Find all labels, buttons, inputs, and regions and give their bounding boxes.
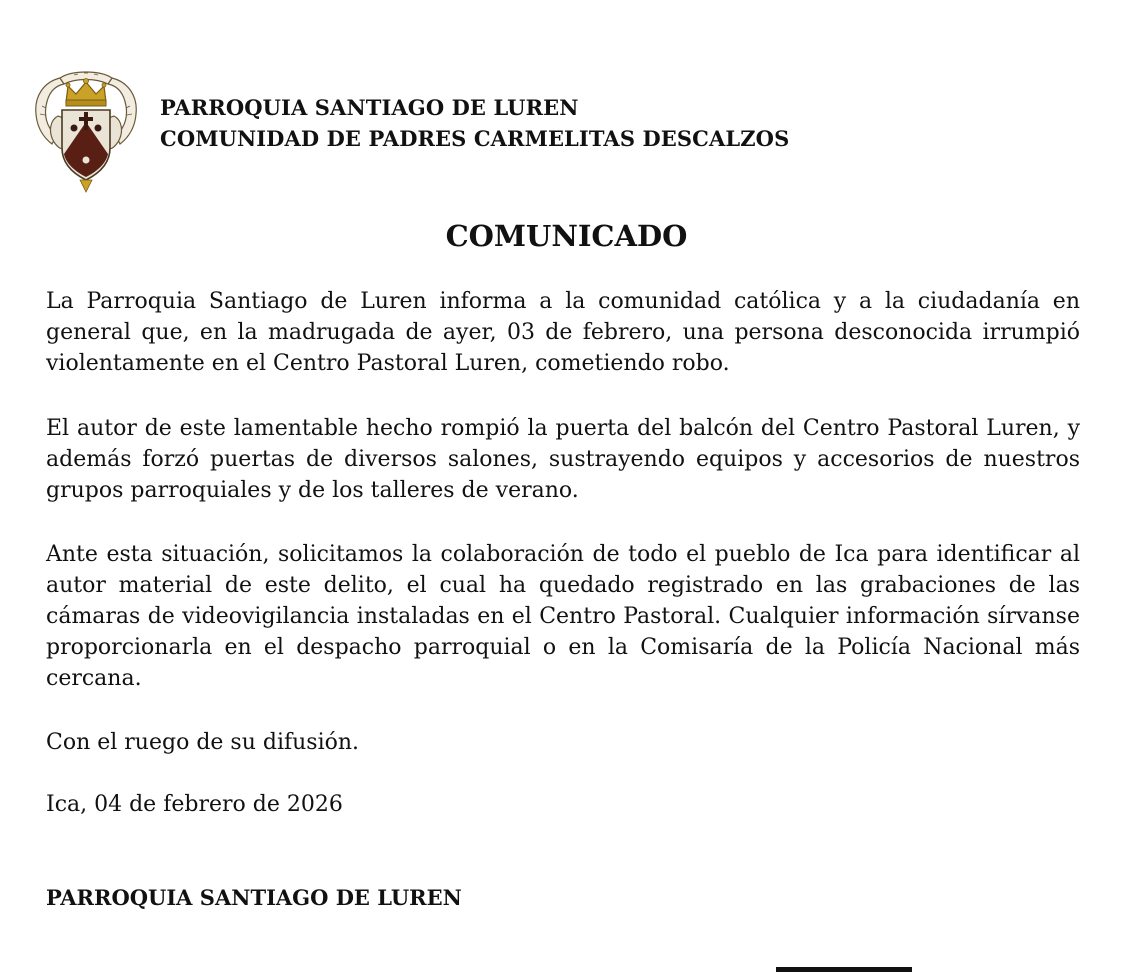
community-name: COMUNIDAD DE PADRES CARMELITAS DESCALZOS [160, 126, 790, 151]
document-title: COMUNICADO [445, 219, 688, 253]
paragraph-announcement: La Parroquia Santiago de Luren informa a la comunidad católica y a la ciudadanía en general que, en la madrugada de ayer, 03 de febrero, una persona desconocida irrumpió violentamente en el Centro Pastoral Luren, cometiendo robo. [46, 289, 1080, 376]
parish-coat-of-arms-logo [30, 56, 142, 196]
parish-name: PARROQUIA SANTIAGO DE LUREN [160, 95, 579, 120]
crown-icon [66, 82, 106, 102]
signature-parish: PARROQUIA SANTIAGO DE LUREN [46, 885, 462, 910]
date-line: Ica, 04 de febrero de 2026 [46, 792, 343, 817]
bottom-edge-mark [776, 967, 912, 972]
paragraph-details: El autor de este lamentable hecho rompió la puerta del balcón del Centro Pastoral Luren, y además forzó puertas de diversos salones, sustrayendo equipos y accesorios de nuestros grupos parroquiales y de los talleres de verano. [46, 416, 1080, 503]
paragraph-closing: Con el ruego de su difusión. [46, 730, 360, 755]
letterhead [160, 92, 789, 154]
paragraph-request: Ante esta situación, solicitamos la colaboración de todo el pueblo de Ica para identificar al autor material de este delito, el cual ha quedado registrado en las grabaciones de las cámaras de videovigilancia instaladas en el Centro Pastoral. Cualquier información sírvanse proporcionarla en el despacho parroquial o en la Comisaría de la Policía Nacional más cercana. [46, 542, 1080, 691]
